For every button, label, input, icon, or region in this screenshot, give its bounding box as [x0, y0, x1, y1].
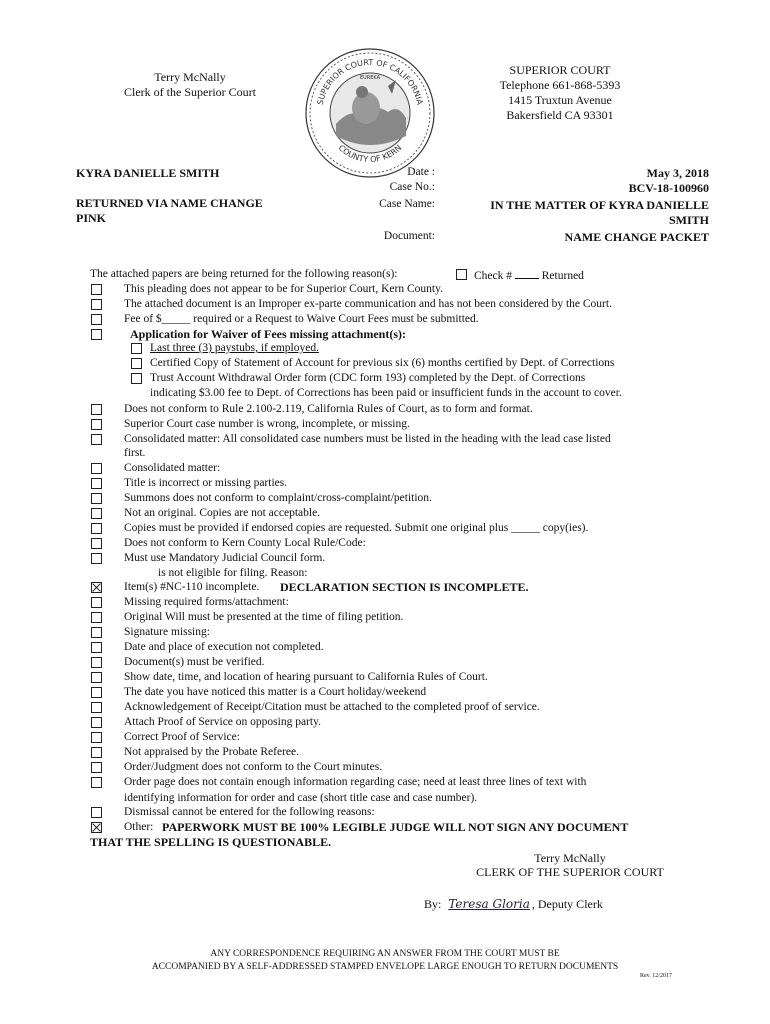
- reason-text: Correct Proof of Service:: [124, 731, 240, 743]
- reason-text: Does not conform to Kern County Local Rule/Code:: [124, 537, 366, 549]
- reason-text: Attach Proof of Service on opposing party.: [124, 716, 321, 728]
- reason-checkbox[interactable]: [91, 508, 102, 519]
- reason-checkbox[interactable]: [91, 807, 102, 818]
- intro-check: Check # Returned: [474, 270, 584, 282]
- revision-date: Rev. 12/2017: [640, 973, 672, 979]
- reason-text: Show date, time, and location of hearing pursuant to California Rules of Court.: [124, 671, 488, 683]
- reason-checkbox[interactable]: [91, 762, 102, 773]
- waiver-paystubs: Last three (3) paystubs, if employed.: [150, 342, 319, 354]
- waiver-paystubs-checkbox[interactable]: [131, 343, 142, 354]
- case-name-line1: IN THE MATTER OF KYRA DANIELLE: [490, 198, 709, 212]
- reason-checkbox[interactable]: [91, 404, 102, 415]
- court-address2: Bakersfield CA 93301: [506, 108, 614, 122]
- intro-text: The attached papers are being returned for the following reason(s):: [90, 268, 398, 280]
- reason-checkbox[interactable]: [91, 493, 102, 504]
- waiver-trust-checkbox[interactable]: [131, 373, 142, 384]
- court-address1: 1415 Truxtun Avenue: [508, 93, 612, 107]
- reason-checkbox[interactable]: [91, 702, 102, 713]
- clerk-title: Clerk of the Superior Court: [124, 85, 256, 99]
- case-name-line2: SMITH: [668, 213, 709, 227]
- party-name: KYRA DANIELLE SMITH: [76, 166, 220, 180]
- reason-text: Original Will must be presented at the time of filing petition.: [124, 611, 404, 623]
- document-value: NAME CHANGE PACKET: [564, 230, 709, 244]
- reason-text: Superior Court case number is wrong, incomplete, or missing.: [124, 418, 410, 430]
- reason-checkbox[interactable]: [91, 284, 102, 295]
- reason-checkbox[interactable]: [91, 463, 102, 474]
- reason-checkbox[interactable]: [91, 538, 102, 549]
- signature-title: CLERK OF THE SUPERIOR COURT: [476, 865, 664, 879]
- reason-checkbox[interactable]: [91, 777, 102, 788]
- reason-checkbox[interactable]: [91, 523, 102, 534]
- reason-checkbox[interactable]: [91, 732, 102, 743]
- reason-checkbox[interactable]: [91, 553, 102, 564]
- reason-text: Must use Mandatory Judicial Council form.: [124, 552, 326, 564]
- case-no-value: BCV-18-100960: [628, 181, 709, 195]
- court-telephone: Telephone 661-868-5393: [499, 78, 621, 92]
- returned-line2: PINK: [76, 211, 106, 225]
- reason-text: Acknowledgement of Receipt/Citation must be attached to the completed proof of service.: [124, 701, 540, 713]
- other-note: PAPERWORK MUST BE 100% LEGIBLE JUDGE WILL NOT SIGN ANY DOCUMENT: [162, 820, 629, 834]
- consolidated-cont: first.: [124, 447, 146, 459]
- document-label: Document:: [383, 230, 435, 242]
- seal-word: EUREKA: [359, 75, 381, 81]
- seal-bottom-text: COUNTY OF KERN: [336, 143, 404, 165]
- reason-text: Item(s) #NC-110 incomplete.: [124, 581, 260, 593]
- date-value: May 3, 2018: [646, 166, 709, 180]
- waiver-statement-checkbox[interactable]: [131, 358, 142, 369]
- reason-text: Document(s) must be verified.: [124, 656, 265, 668]
- order-cont: identifying information for order and case (short title case and case number).: [124, 792, 478, 804]
- reason-text: Other:: [124, 821, 154, 833]
- signature-name: Terry McNally: [534, 851, 606, 865]
- reason-checkbox[interactable]: [91, 717, 102, 728]
- signer-name: Teresa Gloria: [448, 897, 530, 911]
- clerk-name: Terry McNally: [154, 70, 226, 84]
- reason-checkbox[interactable]: [91, 434, 102, 445]
- returned-line1: RETURNED VIA NAME CHANGE: [76, 196, 263, 210]
- case-name-label: Case Name:: [379, 198, 435, 210]
- reason-text: The date you have noticed this matter is a Court holiday/weekend: [124, 686, 427, 698]
- declaration-note: DECLARATION SECTION IS INCOMPLETE.: [280, 580, 529, 594]
- reason-text: Not appraised by the Probate Referee.: [124, 746, 299, 758]
- court-seal: [300, 46, 440, 180]
- reason-text: Title is incorrect or missing parties.: [124, 477, 288, 489]
- footer-line1: ANY CORRESPONDENCE REQUIRING AN ANSWER FROM THE COURT MUST BE: [210, 949, 560, 959]
- reason-text: Consolidated matter: All consolidated case numbers must be listed in the heading with the lead case listed: [124, 433, 611, 445]
- reason-text: This pleading does not appear to be for Superior Court, Kern County.: [124, 283, 443, 295]
- reason-checkbox[interactable]: [91, 419, 102, 430]
- reason-text: Dismissal cannot be entered for the following reasons:: [124, 806, 375, 818]
- footer-line2: ACCOMPANIED BY A SELF-ADDRESSED STAMPED ENVELOPE LARGE ENOUGH TO RETURN DOCUMENTS: [151, 962, 619, 972]
- check-returned-checkbox[interactable]: [456, 269, 467, 280]
- reason-checkbox[interactable]: [91, 747, 102, 758]
- reason-checkbox[interactable]: [91, 299, 102, 310]
- reason-text: Order/Judgment does not conform to the Court minutes.: [124, 761, 383, 773]
- date-label: Date :: [407, 166, 435, 178]
- reason-checkbox[interactable]: [91, 657, 102, 668]
- case-no-label: Case No.:: [389, 181, 435, 193]
- reason-checkbox[interactable]: [91, 597, 102, 608]
- waiver-trust-cont: indicating $3.00 fee to Dept. of Corrections has been paid or insufficient funds in the account to cover.: [150, 387, 622, 399]
- reason-checkbox[interactable]: [91, 612, 102, 623]
- reason-checkbox[interactable]: [91, 582, 102, 593]
- court-name: SUPERIOR COURT: [509, 63, 611, 77]
- reason-checkbox[interactable]: [91, 329, 102, 340]
- reason-checkbox[interactable]: [91, 478, 102, 489]
- reason-text: Missing required forms/attachment:: [124, 596, 289, 608]
- waiver-trust: Trust Account Withdrawal Order form (CDC form 193) completed by the Dept. of Corrections: [150, 372, 586, 384]
- reason-text: Date and place of execution not completed.: [124, 641, 324, 653]
- reason-text: Does not conform to Rule 2.100-2.119, California Rules of Court, as to form and format.: [124, 403, 533, 415]
- reason-checkbox[interactable]: [91, 672, 102, 683]
- signature-line: By: Teresa Gloria , Deputy Clerk: [424, 897, 603, 911]
- reason-checkbox[interactable]: [91, 314, 102, 325]
- seal-top-text: SUPERIOR COURT OF CALIFORNIA: [315, 57, 425, 106]
- reason-text: The attached document is an Improper ex-parte communication and has not been considered by the Court.: [124, 298, 612, 310]
- reason-text: Not an original. Copies are not acceptable.: [124, 507, 321, 519]
- reason-checkbox[interactable]: [91, 627, 102, 638]
- reason-text: Consolidated matter:: [124, 462, 221, 474]
- reason-text: Summons does not conform to complaint/cross-complaint/petition.: [124, 492, 432, 504]
- not-eligible-text: is not eligible for filing. Reason:: [158, 567, 308, 579]
- reason-text: Fee of $_____ required or a Request to Waive Court Fees must be submitted.: [124, 313, 479, 325]
- reason-checkbox[interactable]: [91, 822, 102, 833]
- waiver-statement: Certified Copy of Statement of Account for previous six (6) months certified by Dept. of Corrections: [150, 357, 615, 369]
- reason-text: Signature missing:: [124, 626, 210, 638]
- reason-checkbox[interactable]: [91, 642, 102, 653]
- other-note2: THAT THE SPELLING IS QUESTIONABLE.: [90, 835, 332, 849]
- reason-checkbox[interactable]: [91, 687, 102, 698]
- reason-text: Order page does not contain enough information regarding case; need at least three lines of text with: [124, 776, 587, 788]
- reason-text: Copies must be provided if endorsed copies are requested. Submit one original plus _____ copy(ies).: [124, 522, 589, 534]
- reason-text: Application for Waiver of Fees missing attachment(s):: [130, 327, 406, 341]
